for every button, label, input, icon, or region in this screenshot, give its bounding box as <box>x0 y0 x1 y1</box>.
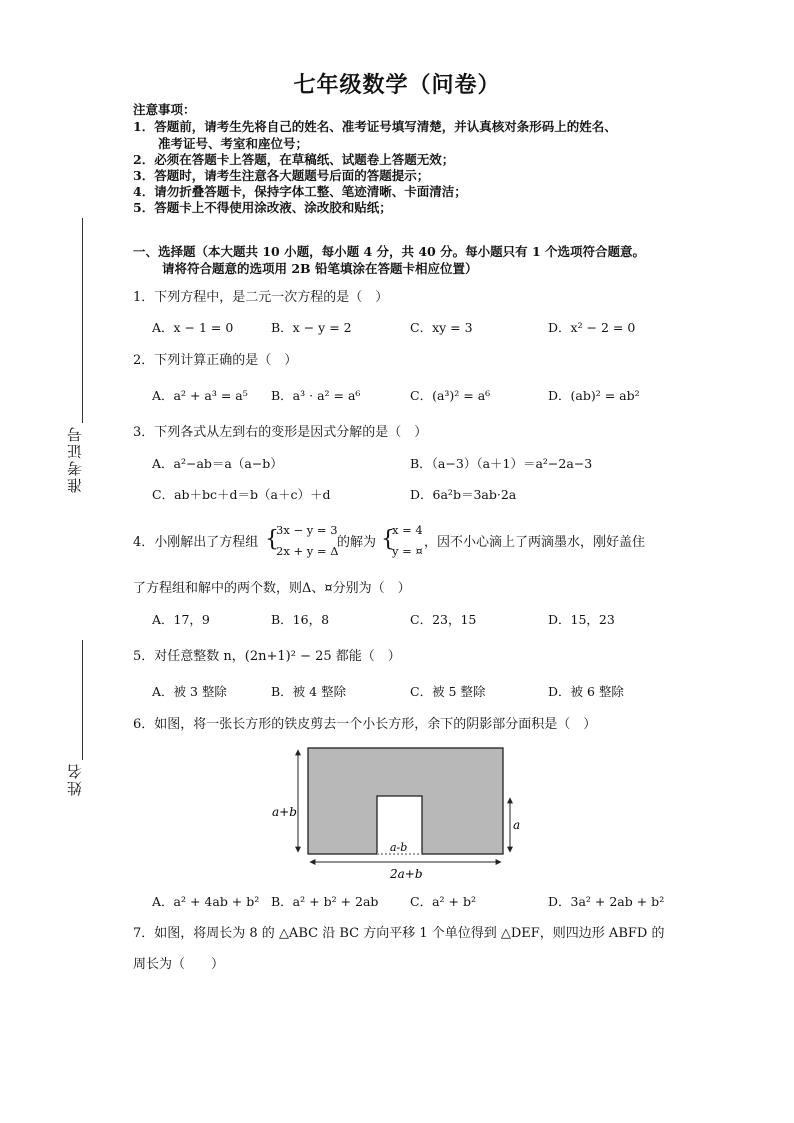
page-title: 七年级数学（问卷） <box>293 73 501 98</box>
binding-line <box>82 640 83 760</box>
section-instruction: 请将符合题意的选项用 2B 铅笔填涂在答题卡相应位置） <box>162 261 478 276</box>
question-stem: 6．如图，将一张长方形的铁皮剪去一个小长方形，余下的阴影部分面积是（ ） <box>133 717 597 732</box>
question-text: ，因不小心滴上了两滴墨水，刚好盖住 <box>424 535 646 550</box>
equation-2: 2x + y = Δ <box>276 544 339 558</box>
option-c: C．被 5 整除 <box>410 684 486 699</box>
notice-item: 准考证号、考室和座位号； <box>133 136 309 151</box>
option-b: B．16，8 <box>271 612 330 627</box>
label-right: a <box>513 818 521 832</box>
section-heading: 一、选择题（本大题共 10 小题，每小题 4 分，共 40 分。每小题只有 1 个选项符合题意。 <box>133 244 646 259</box>
option-b: B．x − y = 2 <box>271 320 352 335</box>
solution-x: x = 4 <box>392 523 423 537</box>
equation-1: 3x − y = 3 <box>276 523 338 537</box>
option-d: D．15，23 <box>548 612 615 627</box>
option-c: C．a² + b² <box>410 894 476 909</box>
notice-heading: 注意事项： <box>133 102 196 117</box>
solution-y: y = ¤ <box>392 544 423 558</box>
notice-item: 5．答题卡上不得使用涂改液、涂改胶和贴纸； <box>133 200 392 215</box>
notice-item: 2．必须在答题卡上答题，在草稿纸、试题卷上答题无效； <box>133 152 455 167</box>
question-stem: 2．下列计算正确的是（ ） <box>133 353 298 368</box>
label-left: a+b <box>272 805 297 819</box>
notice-item: 3．答题时，请考生注意各大题题号后面的答题提示； <box>133 168 430 183</box>
question-stem: 5．对任意整数 n，(2n+1)² − 25 都能（ ） <box>133 649 401 664</box>
question-text: 周长为（ ） <box>133 957 225 972</box>
notice-item: 4．请勿折叠答题卡，保持字体工整、笔迹清晰、卡面清洁； <box>133 184 467 199</box>
option-a: A．a² + 4ab + b² <box>152 894 260 909</box>
option-d: D．被 6 整除 <box>548 684 624 699</box>
option-c: C．(a³)² = a⁶ <box>410 388 491 403</box>
option-a: A．17，9 <box>152 612 210 627</box>
option-b: B．（a−3）（a＋1）＝a²−2a−3 <box>410 456 593 471</box>
brace-icon: { <box>265 527 279 552</box>
option-c: C．xy = 3 <box>410 320 473 335</box>
option-a: A．被 3 整除 <box>152 684 227 699</box>
brace-icon: { <box>381 527 395 552</box>
label-notch: a-b <box>390 841 408 854</box>
name-label: 姓名 <box>66 762 84 796</box>
option-a: A．x − 1 = 0 <box>152 320 234 335</box>
question-text: 了方程组和解中的两个数，则Δ、¤分别为（ ） <box>133 581 411 596</box>
option-b: B．a² + b² + 2ab <box>271 894 379 909</box>
option-d: D．3a² + 2ab + b² <box>548 894 665 909</box>
exam-id-label: 准考证号 <box>66 425 84 493</box>
option-b: B．被 4 整除 <box>271 684 347 699</box>
label-bottom: 2a+b <box>390 867 423 881</box>
option-c: C．ab＋bc＋d＝b（a＋c）＋d <box>152 487 331 502</box>
question-stem: 1．下列方程中，是二元一次方程的是（ ） <box>133 290 389 305</box>
option-a: A．a²−ab＝a（a−b） <box>152 456 283 471</box>
question-stem: 7．如图，将周长为 8 的 △ABC 沿 BC 方向平移 1 个单位得到 △DEF，则四边形 ABFD 的 <box>133 926 665 941</box>
option-d: D．(ab)² = ab² <box>548 388 640 403</box>
option-a: A．a² + a³ = a⁵ <box>152 388 248 403</box>
option-d: D．6a²b＝3ab·2a <box>410 487 517 502</box>
question-text: 的解为 <box>337 535 377 550</box>
rectangle-figure <box>260 740 540 885</box>
notice-item: 1．答题前，请考生先将自己的姓名、准考证号填写清楚，并认真核对条形码上的姓名、 <box>133 119 617 134</box>
option-d: D．x² − 2 = 0 <box>548 320 636 335</box>
binding-line <box>82 218 83 423</box>
option-c: C．23，15 <box>410 612 477 627</box>
question-stem: 3．下列各式从左到右的变形是因式分解的是（ ） <box>133 425 428 440</box>
option-b: B．a³ · a² = a⁶ <box>271 388 361 403</box>
question-stem: 4．小刚解出了方程组 <box>133 535 259 550</box>
